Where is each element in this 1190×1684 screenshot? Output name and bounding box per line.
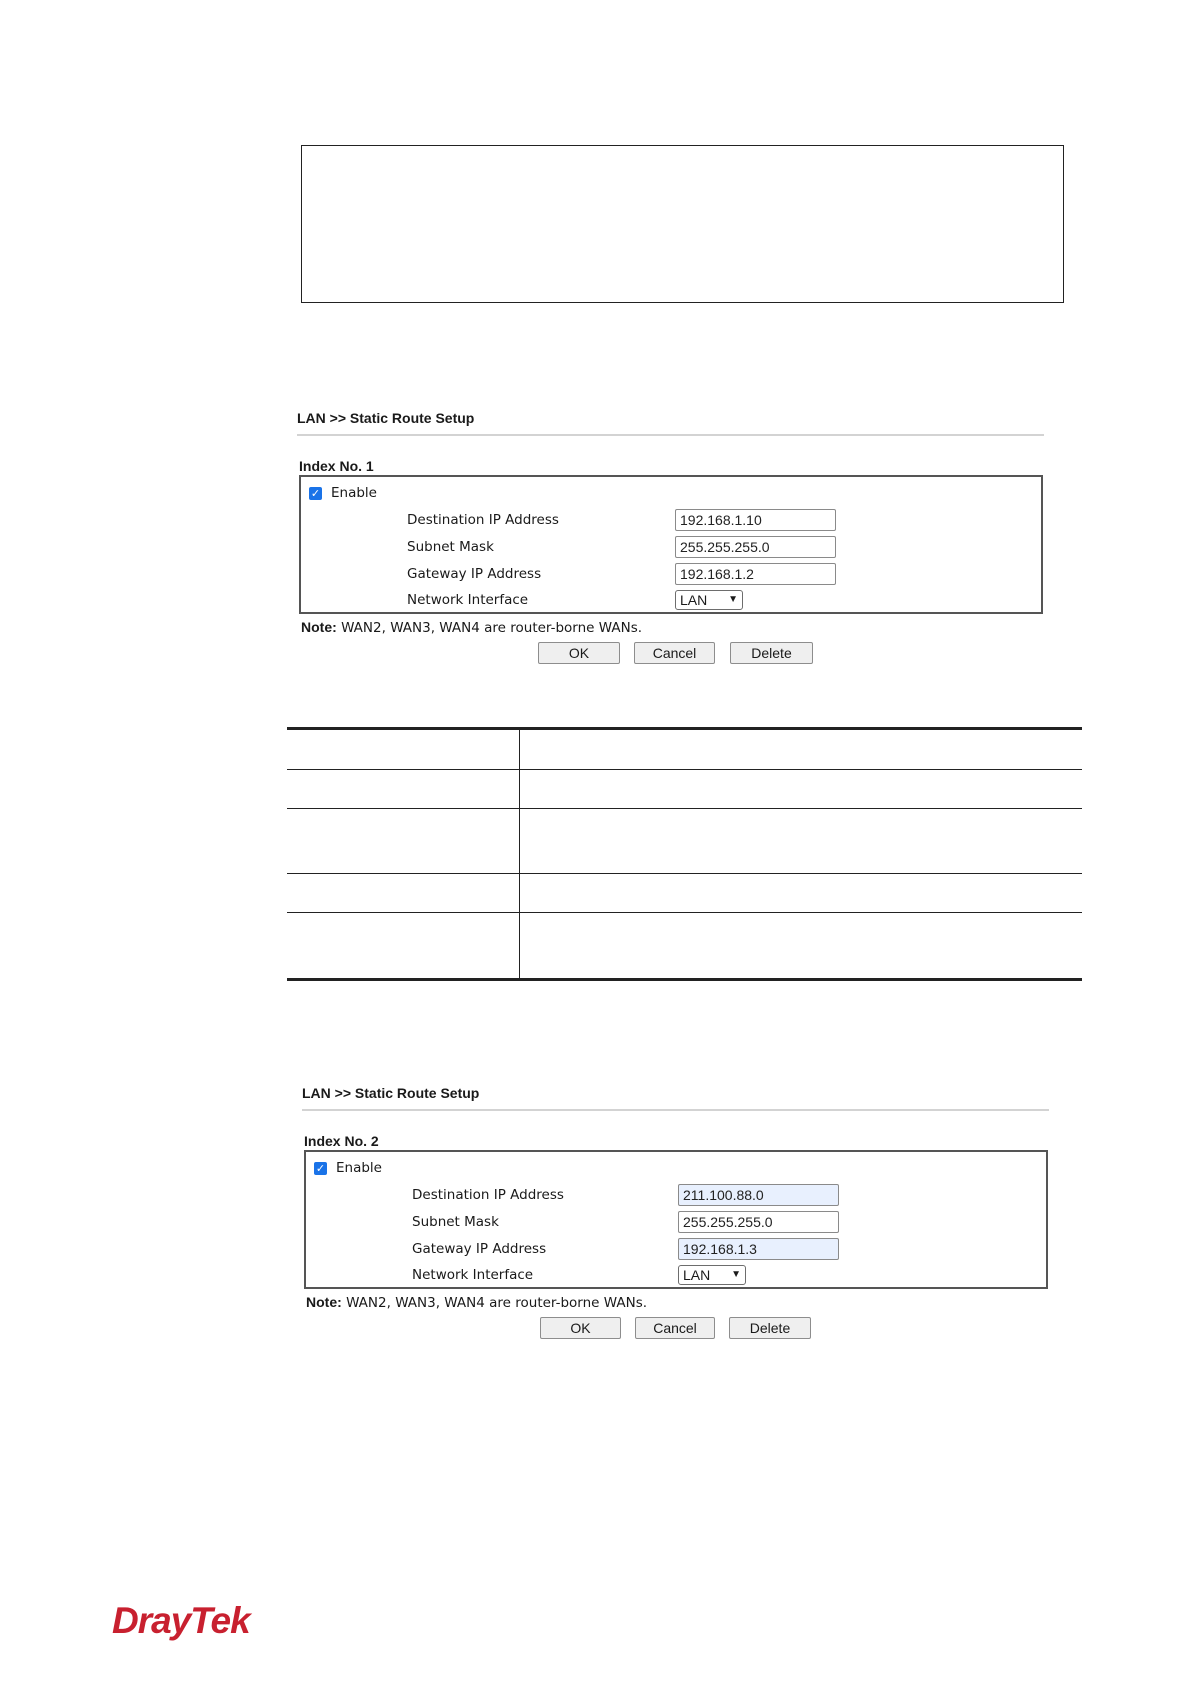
index-label: Index No. 2 bbox=[304, 1133, 379, 1149]
route-form bbox=[304, 1150, 1048, 1289]
enable-row[interactable] bbox=[309, 484, 377, 502]
network-interface-value: LAN bbox=[683, 1267, 711, 1283]
network-interface-select[interactable] bbox=[675, 590, 743, 610]
ok-button[interactable]: OK bbox=[540, 1317, 621, 1339]
destination-ip-label: Destination IP Address bbox=[407, 512, 559, 528]
check-icon: ✓ bbox=[315, 1161, 326, 1175]
cancel-button[interactable]: Cancel bbox=[634, 642, 715, 664]
delete-button[interactable]: Delete bbox=[729, 1317, 811, 1339]
network-interface-select[interactable] bbox=[678, 1265, 746, 1285]
title-divider bbox=[297, 434, 1044, 436]
enable-label: Enable bbox=[331, 485, 377, 501]
enable-label: Enable bbox=[336, 1160, 382, 1176]
destination-ip-label: Destination IP Address bbox=[412, 1187, 564, 1203]
panel-title: LAN >> Static Route Setup bbox=[302, 1085, 480, 1101]
route-form bbox=[299, 475, 1043, 614]
note-box bbox=[301, 145, 1064, 303]
index-label: Index No. 1 bbox=[299, 458, 374, 474]
table-row-divider bbox=[287, 808, 1082, 809]
delete-button[interactable]: Delete bbox=[730, 642, 813, 664]
network-interface-label: Network Interface bbox=[412, 1267, 534, 1283]
gateway-ip-label: Gateway IP Address bbox=[412, 1241, 547, 1257]
cancel-button[interactable]: Cancel bbox=[635, 1317, 715, 1339]
note-prefix: Note: bbox=[306, 1294, 342, 1310]
table-bottom-border bbox=[287, 978, 1082, 981]
chevron-down-icon: ▼ bbox=[728, 594, 738, 605]
enable-row[interactable] bbox=[314, 1159, 382, 1177]
subnet-mask-label: Subnet Mask bbox=[412, 1214, 499, 1230]
enable-checkbox[interactable] bbox=[314, 1162, 327, 1175]
table-column-divider bbox=[519, 727, 520, 981]
ok-button[interactable]: OK bbox=[538, 642, 620, 664]
draytek-logo: DrayTek bbox=[112, 1600, 250, 1641]
table-row-divider bbox=[287, 912, 1082, 913]
table-row-divider bbox=[287, 873, 1082, 874]
table-row-divider bbox=[287, 769, 1082, 770]
description-table bbox=[287, 727, 1082, 981]
note-line bbox=[301, 619, 642, 636]
gateway-ip-input[interactable]: 192.168.1.3 bbox=[678, 1238, 839, 1260]
network-interface-value: LAN bbox=[680, 592, 708, 608]
destination-ip-input[interactable]: 211.100.88.0 bbox=[678, 1184, 839, 1206]
note-text: WAN2, WAN3, WAN4 are router-borne WANs. bbox=[341, 1295, 648, 1311]
destination-ip-input[interactable]: 192.168.1.10 bbox=[675, 509, 836, 531]
network-interface-label: Network Interface bbox=[407, 592, 529, 608]
chevron-down-icon: ▼ bbox=[731, 1269, 741, 1280]
check-icon: ✓ bbox=[310, 486, 321, 500]
gateway-ip-input[interactable]: 192.168.1.2 bbox=[675, 563, 836, 585]
subnet-mask-input[interactable]: 255.255.255.0 bbox=[678, 1211, 839, 1233]
title-divider bbox=[302, 1109, 1049, 1111]
enable-checkbox[interactable] bbox=[309, 487, 322, 500]
note-text: WAN2, WAN3, WAN4 are router-borne WANs. bbox=[336, 620, 643, 636]
note-prefix: Note: bbox=[301, 619, 337, 635]
panel-title: LAN >> Static Route Setup bbox=[297, 410, 475, 426]
gateway-ip-label: Gateway IP Address bbox=[407, 566, 542, 582]
subnet-mask-input[interactable]: 255.255.255.0 bbox=[675, 536, 836, 558]
table-top-border bbox=[287, 727, 1082, 730]
note-line bbox=[306, 1294, 647, 1311]
subnet-mask-label: Subnet Mask bbox=[407, 539, 494, 555]
